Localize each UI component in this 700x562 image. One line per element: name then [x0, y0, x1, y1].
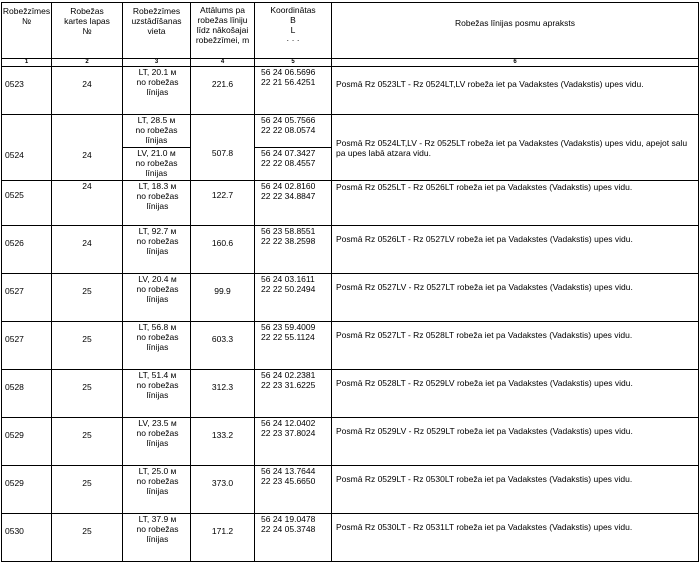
- table-row: [2, 418, 699, 466]
- table-row: [2, 466, 699, 514]
- map-sheet: 25: [52, 370, 123, 418]
- header-row: [2, 3, 699, 59]
- col-number: 2: [52, 59, 123, 67]
- col-number: 4: [191, 59, 255, 67]
- header-description: Robežas līnijas posmu apraksts: [332, 3, 699, 59]
- mark-number: 0526: [2, 226, 52, 274]
- map-sheet: 25: [52, 274, 123, 322]
- header-map-sheet: Robežas kartes lapas №: [52, 3, 123, 59]
- border-marks-table: [1, 2, 699, 562]
- table-row: [2, 370, 699, 418]
- coordinates: 56 24 03.1611 22 22 50.2494: [255, 274, 332, 322]
- map-sheet: 25: [52, 418, 123, 466]
- table-row: [2, 115, 699, 181]
- distance: 122.7: [191, 181, 255, 226]
- segment-description: Posmā Rz 0526LT - Rz 0527LV robeža iet pa Vadakstes (Vadakstis) upes vidu.: [332, 226, 699, 274]
- table-row: [2, 226, 699, 274]
- segment-description: Posmā Rz 0529LV - Rz 0529LT robeža iet pa Vadakstes (Vadakstis) upes vidu.: [332, 418, 699, 466]
- install-location: LT, 56.8 м no robežas līnijas: [123, 322, 191, 370]
- mark-number: 0528: [2, 370, 52, 418]
- coordinates: 56 24 13.7644 22 23 45.6650: [255, 466, 332, 514]
- col-number: 3: [123, 59, 191, 67]
- header-coordinates-b: B: [290, 15, 296, 25]
- coordinates: 56 24 12.0402 22 23 37.8024: [255, 418, 332, 466]
- segment-description: Posmā Rz 0525LT - Rz 0526LT robeža iet pa Vadakstes (Vadakstis) upes vidu.: [332, 181, 699, 226]
- segment-description: Posmā Rz 0523LT - Rz 0524LT,LV robeža iet pa Vadakstes (Vadakstis) upes vidu.: [332, 67, 699, 115]
- header-distance: Attālums pa robežas līniju līdz nākošajai robežzīmei, m: [191, 3, 255, 59]
- install-location: LT, 92.7 м no robežas līnijas: [123, 226, 191, 274]
- map-sheet: 24: [52, 67, 123, 115]
- map-sheet: 25: [52, 322, 123, 370]
- mark-number: 0530: [2, 514, 52, 562]
- distance: 133.2: [191, 418, 255, 466]
- header-coordinates-title: Koordinātas: [270, 5, 316, 15]
- map-sheet: 24: [52, 181, 123, 226]
- coordinates: 56 24 06.5696 22 21 56.4251: [255, 67, 332, 115]
- mark-number: 0529: [2, 466, 52, 514]
- distance: 507.8: [191, 115, 255, 181]
- header-coordinates-dots: · · ·: [286, 35, 300, 45]
- coordinates: 56 24 02.2381 22 23 31.6225: [255, 370, 332, 418]
- map-sheet: 25: [52, 466, 123, 514]
- install-location: LT, 37.9 м no robežas līnijas: [123, 514, 191, 562]
- distance: 373.0: [191, 466, 255, 514]
- distance: 312.3: [191, 370, 255, 418]
- distance: 171.2: [191, 514, 255, 562]
- install-location: LT, 18.3 м no robežas līnijas: [123, 181, 191, 226]
- map-sheet: 24: [52, 226, 123, 274]
- install-location: LT, 51.4 м no robežas līnijas: [123, 370, 191, 418]
- table-row: [2, 181, 699, 226]
- header-mark-number: Robežzīmes №: [2, 3, 52, 59]
- coordinates: 56 24 02.8160 22 22 34.8847: [255, 181, 332, 226]
- table-row: [2, 274, 699, 322]
- mark-number: 0529: [2, 418, 52, 466]
- col-number: 5: [255, 59, 332, 67]
- distance: 603.3: [191, 322, 255, 370]
- mark-number: 0525: [2, 181, 52, 226]
- table-row: [2, 67, 699, 115]
- coordinates: 56 23 58.8551 22 22 38.2598: [255, 226, 332, 274]
- segment-description: Posmā Rz 0527LT - Rz 0528LT robeža iet pa Vadakstes (Vadakstis) upes vidu.: [332, 322, 699, 370]
- coordinates: 56 23 59.4009 22 22 55.1124: [255, 322, 332, 370]
- column-number-row: [2, 59, 699, 67]
- install-location: LT, 28.5 м no robežas līnijas LV, 21.0 м no robežas līnijas: [123, 115, 191, 181]
- install-location: LT, 25.0 м no robežas līnijas: [123, 466, 191, 514]
- col-number: 6: [332, 59, 699, 67]
- table-row: [2, 514, 699, 562]
- segment-description: Posmā Rz 0527LV - Rz 0527LT robeža iet pa Vadakstes (Vadakstis) upes vidu.: [332, 274, 699, 322]
- segment-description: Posmā Rz 0528LT - Rz 0529LV robeža iet pa Vadakstes (Vadakstis) upes vidu.: [332, 370, 699, 418]
- install-location: LV, 23.5 м no robežas līnijas: [123, 418, 191, 466]
- distance: 99.9: [191, 274, 255, 322]
- mark-number: 0527: [2, 322, 52, 370]
- header-coordinates-l: L: [290, 25, 296, 35]
- segment-description: Posmā Rz 0524LT,LV - Rz 0525LT robeža iet pa Vadakstes (Vadakstis) upes vidu, apejot salu pa upes labā atzara vidu.: [332, 115, 699, 181]
- segment-description: Posmā Rz 0529LT - Rz 0530LT robeža iet pa Vadakstes (Vadakstis) upes vidu.: [332, 466, 699, 514]
- distance: 160.6: [191, 226, 255, 274]
- map-sheet: 24: [52, 115, 123, 181]
- mark-number: 0523: [2, 67, 52, 115]
- install-location: LV, 20.4 м no robežas līnijas: [123, 274, 191, 322]
- segment-description: Posmā Rz 0530LT - Rz 0531LT robeža iet pa Vadakstes (Vadakstis) upes vidu.: [332, 514, 699, 562]
- col-number: 1: [2, 59, 52, 67]
- mark-number: 0524: [2, 115, 52, 181]
- coordinates: 56 24 19.0478 22 24 05.3748: [255, 514, 332, 562]
- distance: 221.6: [191, 67, 255, 115]
- table-row: [2, 322, 699, 370]
- map-sheet: 25: [52, 514, 123, 562]
- coordinates: 56 24 05.7566 22 22 08.0574 56 24 07.3427 22 22 08.4557: [255, 115, 332, 181]
- install-location: LT, 20.1 м no robežas līnijas: [123, 67, 191, 115]
- header-install-location: Robežzīmes uzstādīšanas vieta: [123, 3, 191, 59]
- mark-number: 0527: [2, 274, 52, 322]
- header-coordinates: [255, 3, 332, 59]
